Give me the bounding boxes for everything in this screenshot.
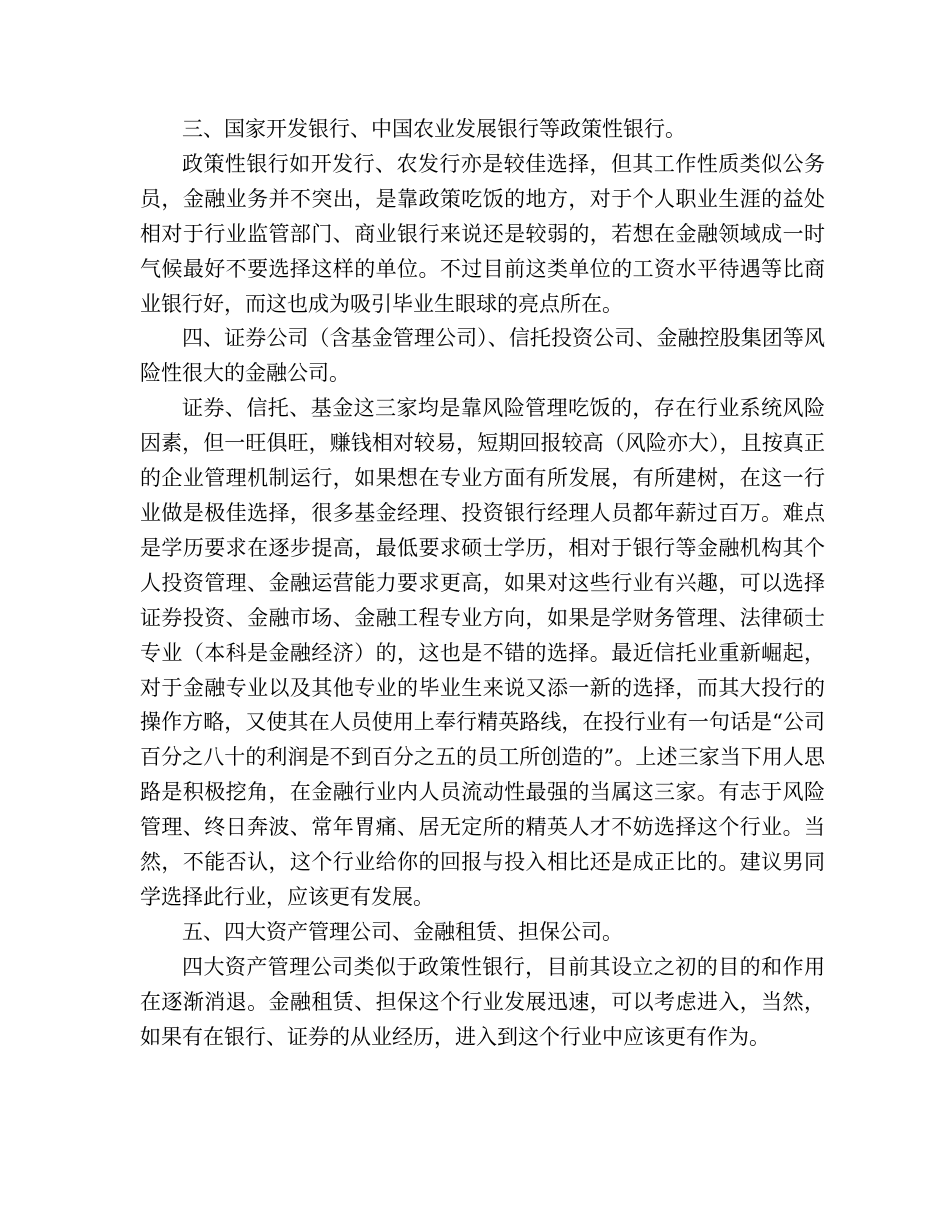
section-heading-securities: 四、证券公司（含基金管理公司）、信托投资公司、金融控股集团等风险性很大的金融公司。 [140, 326, 825, 386]
document-body [140, 112, 825, 1054]
section-heading-asset-management: 五、四大资产管理公司、金融租赁、担保公司。 [182, 919, 623, 944]
paragraph-asset-management: 四大资产管理公司类似于政策性银行，目前其设立之初的目的和作用在逐渐消退。金融租赁、担保这个行业发展迅速，可以考虑进入，当然，如果有在银行、证券的从业经历，进入到这个行业中应该更有作为。 [140, 954, 825, 1049]
paragraph-securities: 证券、信托、基金这三家均是靠风险管理吃饭的，存在行业系统风险因素，但一旺俱旺，赚钱相对较易，短期回报较高（风险亦大），且按真正的企业管理机制运行，如果想在专业方面有所发展，有所建树，在这一行业做是极佳选择，很多基金经理、投资银行经理人员都年薪过百万。难点是学历要求在逐步提高，最低要求硕士学历，相对于银行等金融机构其个人投资管理、金融运营能力要求更高，如果对这些行业有兴趣，可以选择证券投资、金融市场、金融工程专业方向，如果是学财务管理、法律硕士专业（本科是金融经济）的，这也是不错的选择。最近信托业重新崛起，对于金融专业以及其他专业的毕业生来说又添一新的选择，而其大投行的操作方略，又使其在人员使用上奉行精英路线，在投行业有一句话是“公司百分之八十的利润是不到百分之五的员工所创造的”。上述三家当下用人思路是积极挖角，在金融行业内人员流动性最强的当属这三家。有志于风险管理、终日奔波、常年胃痛、居无定所的精英人才不妨选择这个行业。当然，不能否认，这个行业给你的回报与投入相比还是成正比的。建议男同学选择此行业，应该更有发展。 [140, 396, 825, 909]
section-heading-policy-banks: 三、国家开发银行、中国农业发展银行等政策性银行。 [182, 117, 686, 141]
paragraph-policy-banks: 政策性银行如开发行、农发行亦是较佳选择，但其工作性质类似公务员，金融业务并不突出，是靠政策吃饭的地方，对于个人职业生涯的益处相对于行业监管部门、商业银行来说还是较弱的，若想在金融领域成一时气候最好不要选择这样的单位。不过目前这类单位的工资水平待遇等比商业银行好，而这也成为吸引毕业生眼球的亮点所在。 [140, 151, 825, 316]
